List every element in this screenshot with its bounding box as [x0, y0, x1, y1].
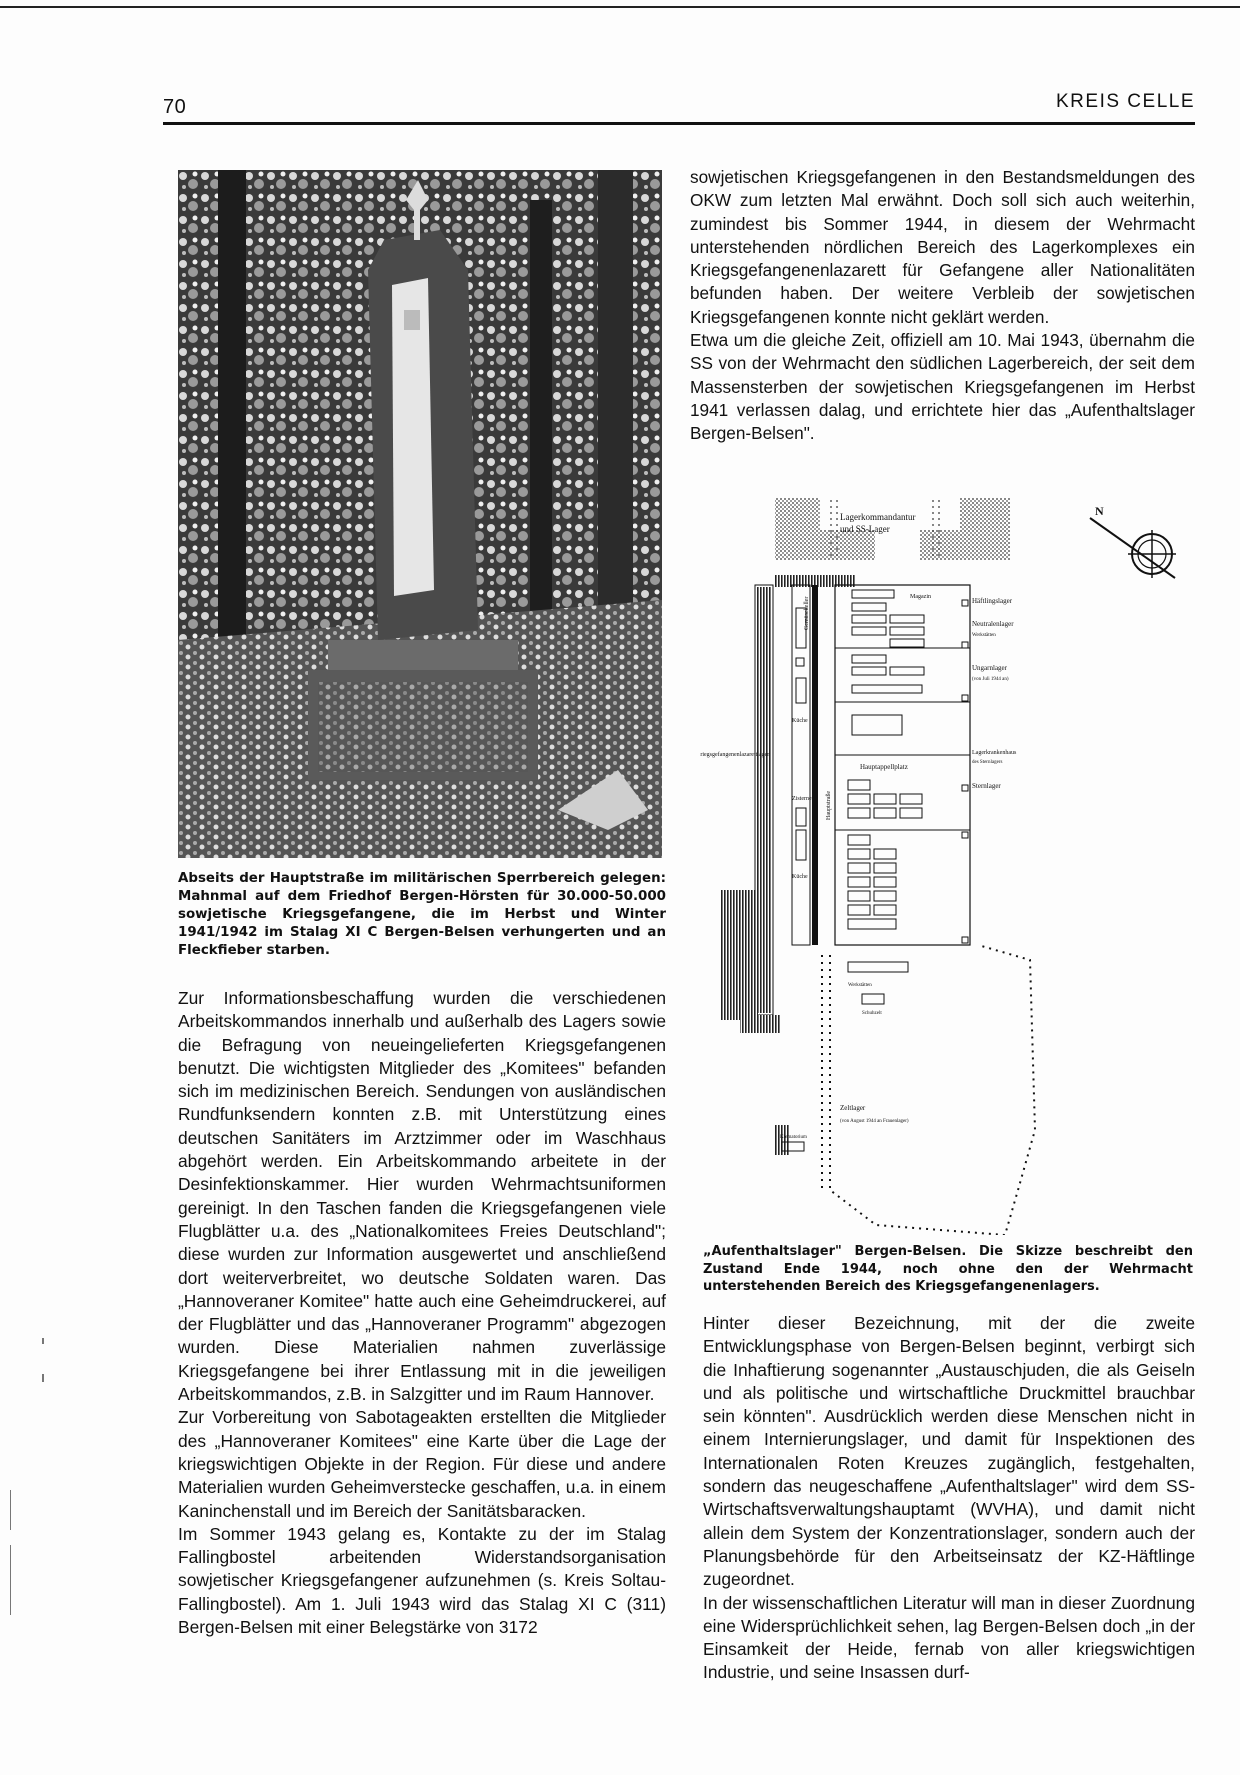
map-label-lagerkrankenhaus: Lagerkrankenhaus	[972, 750, 1017, 756]
map-label-hauptstrasse: Hauptstraße	[826, 791, 832, 820]
paragraph: Zur Vorbereitung von Sabotageakten erstellten die Mitglieder des „Hannoveraner Komitees" eine Karte über die Lage der kriegswichtigen Objekte in der Region. Für diese und andere Materialien wurden Geheimverstecke geschaffen, u.a. in einem Kaninchenstall und im Bereich der Sanitätsbaracken.	[178, 1407, 666, 1521]
paragraph: sowjetischen Kriegsgefangenen in den Bestandsmeldungen des OKW zum letzten Mal erwähnt. Doch soll sich auch weiterhin, zumindest bis Sommer 1944, in diesem der Wehrmacht unterstehenden nördlichen Bereich des Lagerkomplexes ein Kriegsgefangenenlazarett für Gefangene aller Nationalitäten befunden haben. Der weitere Verbleib der sowjetischen Kriegsgefangenen konnte nicht geklärt werden.	[690, 167, 1195, 327]
map-label-zisterne: Zisterne	[792, 796, 812, 802]
map-label-ungarnlager: Ungarnlager	[972, 664, 1007, 672]
map-label-gemuesekeller: Gemüsekeller	[804, 596, 810, 630]
page-number: 70	[163, 96, 187, 118]
north-label: N	[1095, 504, 1104, 518]
margin-mark	[42, 1338, 44, 1344]
map-label-haeftlingslager: Häftlingslager	[972, 597, 1013, 605]
paragraph: Zur Informationsbeschaffung wurden die verschiedenen Arbeitskommandos innerhalb und außerhalb des Lagers sowie die Befragung von neueingelieferten Kriegsgefangenen benutzt. Die wichtigsten Mitglieder des „Komitees" befanden sich im medizinischen Bereich. Sendungen von ausländischen Rundfunksendern konnten z.B. mit Unterstützung eines deutschen Sanitäters im Arztzimmer oder im Waschhaus abgehört werden. Ein Arbeitskommando arbeitete in der Desinfektionskammer. Hier wurden Wehrmachtsuniformen gereinigt. In den Taschen fanden die Kriegsgefangenen viele Flugblätter u.a. des „Nationalkomitees Freies Deutschland"; diese wurden zur Information ausgewertet und anschließend dort weiterverbreitet, wo deutsche Soldaten waren. Das „Hannoveraner Komitee" hatte auch eine Geheimdruckerei, auf der Flugblätter und das „Hannoveraner Programm" abgezogen wurden. Diese Materialien nahmen zuverlässige Kriegsgefangene bei ihrer Entlassung mit in die jeweiligen Arbeitskommandos, z.B. in Salzgitter und im Raum Hannover.	[178, 988, 666, 1405]
camp-sketch-map	[700, 490, 1200, 1235]
map-label-sternlager: Sternlager	[972, 782, 1001, 790]
margin-mark	[10, 1490, 11, 1530]
right-column-top	[690, 166, 1195, 446]
paragraph: Hinter dieser Bezeichnung, mit der die zweite Entwicklungsphase von Bergen-Belsen beginnt, verbirgt sich die Inhaftierung sogenannter „Austauschjuden, die als Geiseln und als politische und wirtschaftliche Druckmittel brauchbar sein könnten". Ausdrücklich werden diese Menschen nicht in einem Internierungslager, und damit für Inspektionen des Internationalen Roten Kreuzes zugänglich, festgehalten, sondern das neugeschaffene „Aufenthaltslager" wird dem SS-Wirtschaftsverwaltungshauptamt (WVHA), und damit nicht allein dem System der Konzentrationslager, sondern auch der Planungsbehörde für den Arbeitseinsatz der KZ-Häftlinge zugeordnet.	[703, 1313, 1195, 1590]
header-rule	[163, 122, 1195, 125]
top-border-line	[0, 6, 1240, 8]
map-label-werkstaetten: Werkstätten	[848, 983, 872, 988]
map-label-kriegsgefangenenlazarett: Kriegsgefangenenlazarettlager	[700, 752, 770, 758]
map-label-magazin: Magazin	[910, 594, 931, 600]
map-label-krematorium: Krematorium	[780, 1135, 807, 1140]
map-label-schuhzelt: Schuhzelt	[862, 1011, 882, 1016]
margin-mark	[10, 1545, 11, 1615]
map-label-hauptappellplatz: Hauptappellplatz	[860, 763, 908, 771]
map-label-kueche-2: Küche	[792, 874, 808, 880]
running-title: KREIS CELLE	[1056, 91, 1195, 112]
map-label-kueche-1: Küche	[792, 718, 808, 724]
memorial-photo	[178, 170, 662, 858]
memorial-photo-image	[178, 170, 662, 858]
map-caption: „Aufenthaltslager" Bergen-Belsen. Die Skizze beschreibt den Zustand Ende 1944, noch ohne den der Wehrmacht unterstehenden Bereich des Kriegsgefangenenlagers.	[703, 1244, 1193, 1294]
right-column-bottom	[703, 1312, 1195, 1685]
map-label-kommandantur: Lagerkommandantur	[840, 512, 916, 522]
paragraph: Im Sommer 1943 gelang es, Kontakte zu der im Stalag Fallingbostel arbeitenden Widerstandsorganisation sowjetischer Kriegsgefangener aufzunehmen (s. Kreis Soltau-Fallingbostel). Am 1. Juli 1943 wird das Stalag XI C (311) Bergen-Belsen mit einer Belegstärke von 3172	[178, 1523, 666, 1638]
map-label-lagerkrankenhaus-2: des Sternlagers	[972, 760, 1003, 765]
map-label-ss-lager: und SS-Lager	[840, 524, 890, 534]
photo-caption: Abseits der Hauptstraße im militärischen Sperrbereich gelegen: Mahnmal auf dem Friedhof Bergen-Hörsten für 30.000-50.000 sowjetische Kriegsgefangene, die im Herbst und Winter 1941/1942 im Stalag XI C Bergen-Belsen verhungerten und an Fleckfieber starben.	[178, 871, 666, 958]
paragraph: Etwa um die gleiche Zeit, offiziell am 10. Mai 1943, übernahm die SS von der Wehrmacht den südlichen Lagerbereich, der seit dem Massensterben der sowjetischen Kriegsgefangenen im Herbst 1941 verlassen dalag, und errichtete hier das „Aufenthaltslager Bergen-Belsen".	[690, 330, 1195, 444]
map-label-werkstaetten-small: Werkstätten	[972, 633, 996, 638]
camp-map-svg	[700, 490, 1200, 1235]
map-label-ungarnlager-date: (von Juli 1944 an)	[972, 677, 1009, 682]
paragraph: In der wissenschaftlichen Literatur will man in dieser Zuordnung eine Widersprüchlichkeit sehen, lag Bergen-Belsen doch „in der Einsamkeit der Heide, fernab von aller kriegswichtigen Industrie, und seine Insassen durf-	[703, 1592, 1195, 1683]
margin-mark	[42, 1374, 44, 1382]
left-column	[178, 987, 666, 1639]
map-label-zeltlager-date: (von August 1944 an Frauenlager)	[840, 1119, 909, 1124]
map-label-zeltlager: Zeltlager	[840, 1104, 866, 1112]
map-label-neutralenlager: Neutralenlager	[972, 620, 1014, 628]
